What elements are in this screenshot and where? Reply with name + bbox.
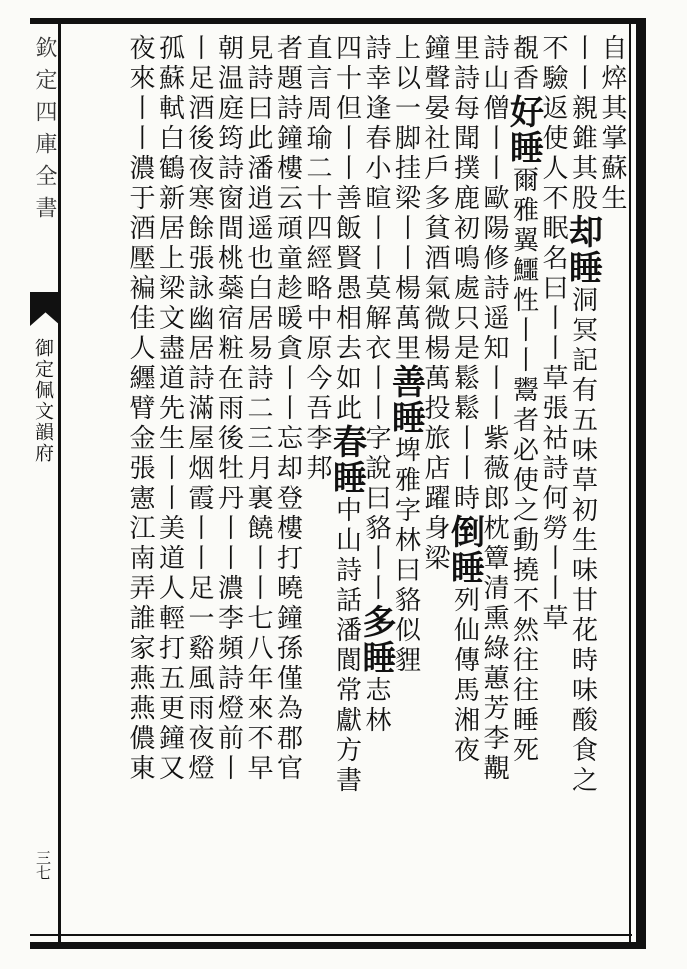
text-column (479, 34, 509, 914)
top-border-rule (30, 18, 646, 24)
text-run: 列仙傳馬湘夜 (449, 586, 480, 766)
text-run: 丨丨親錐其股 (567, 34, 598, 214)
text-column (444, 34, 485, 914)
text-run: 詩山僧丨丨 (479, 34, 509, 184)
text-column (420, 34, 450, 914)
headword: 善睡 (385, 364, 426, 436)
text-column (184, 34, 214, 914)
text-run: 中山詩話潘閬常獻方書 (331, 496, 362, 796)
text-run: 四十但丨丨善飯賢愚相去如此 (331, 34, 362, 424)
text-run: 不驗返 (538, 34, 568, 124)
left-border-rule (58, 18, 61, 949)
text-run: 孤蘇軾白鶴新居上梁文盡道先生丨丨美道人輕打五更鐘又 (154, 34, 185, 784)
bottom-border-rule (30, 942, 646, 949)
text-run: 覩香 (508, 34, 539, 94)
main-text-block (64, 34, 626, 914)
text-run: 埤雅字林曰貉似貍 (390, 436, 421, 676)
text-run: 里詩每聞撲鹿初鳴處只是鬆鬆丨丨時 (449, 34, 480, 514)
margin-series-title: 欽定四庫全書 (32, 36, 57, 228)
text-run: 上以一脚挂梁丨丨楊萬里 (390, 34, 421, 364)
text-column (326, 34, 367, 914)
right-inner-rule (629, 18, 631, 949)
text-run: 丨丨字說曰貉丨丨 (361, 364, 391, 604)
text-run: 丨足酒後夜寒餘張詠幽居詩滿屋烟霞丨丨足一谿風雨夜燈 (184, 34, 214, 784)
text-run: 投旅店躍身梁 (420, 394, 450, 574)
text-run: 使人不眠名曰丨丨草張祜詩何勞丨丨草 (538, 124, 568, 634)
text-column (272, 34, 302, 914)
text-run: 鐘聲晏社戶多貧酒氣微楊萬 (420, 34, 450, 394)
text-run: 直言周瑜二十四經略中原今吾 (302, 34, 332, 424)
text-run: 朝温庭筠詩窗間桃蘂宿粧在雨後牡丹丨丨濃李頻詩燈前丨 (213, 34, 244, 784)
text-column (503, 34, 544, 914)
text-column (597, 34, 627, 914)
text-run: 見詩曰此潘逍遥也白居易詩二三月裏饒丨丨七八年來不早 (243, 34, 273, 784)
text-column (302, 34, 332, 914)
bottom-inner-rule (30, 934, 632, 936)
text-run: 自焠其掌蘇生 (597, 34, 627, 214)
text-column (385, 34, 426, 914)
headword: 好睡 (503, 94, 544, 166)
text-run: 洞冥記有五味草初生味甘花時味酸食之 (567, 286, 598, 796)
right-border-rule (636, 18, 646, 949)
text-run: 爾雅翼鱷性丨丨鬻者必使之動撓不然往往睡死 (508, 166, 539, 766)
headword: 倒睡 (444, 514, 485, 586)
text-run: 詩幸逢春小暄丨丨莫解衣 (361, 34, 391, 364)
headword: 春睡 (326, 424, 367, 496)
text-run: 志林 (361, 676, 391, 736)
text-column (213, 34, 243, 914)
text-column (562, 34, 603, 914)
margin-book-title: 御定佩文韻府 (32, 338, 54, 464)
headword: 却睡 (562, 214, 603, 286)
text-run: 李邦 (302, 424, 332, 484)
text-run: 歐陽修詩遥知丨丨紫薇郎枕簟清熏綠蕙芳李覯 (479, 184, 509, 784)
headword: 多睡 (356, 604, 396, 676)
page-number: 三七 (34, 850, 52, 880)
text-column (538, 34, 568, 914)
text-run: 者題詩鐘樓云頑童趁暖貪丨丨忘却登樓打曉鐘孫僅為郡官 (272, 34, 303, 784)
text-column (125, 34, 155, 914)
text-run: 夜來丨丨濃于酒壓褊佳人纒臂金張憲江南弄誰家燕燕儂東 (125, 34, 155, 784)
text-column (243, 34, 273, 914)
text-column (154, 34, 184, 914)
